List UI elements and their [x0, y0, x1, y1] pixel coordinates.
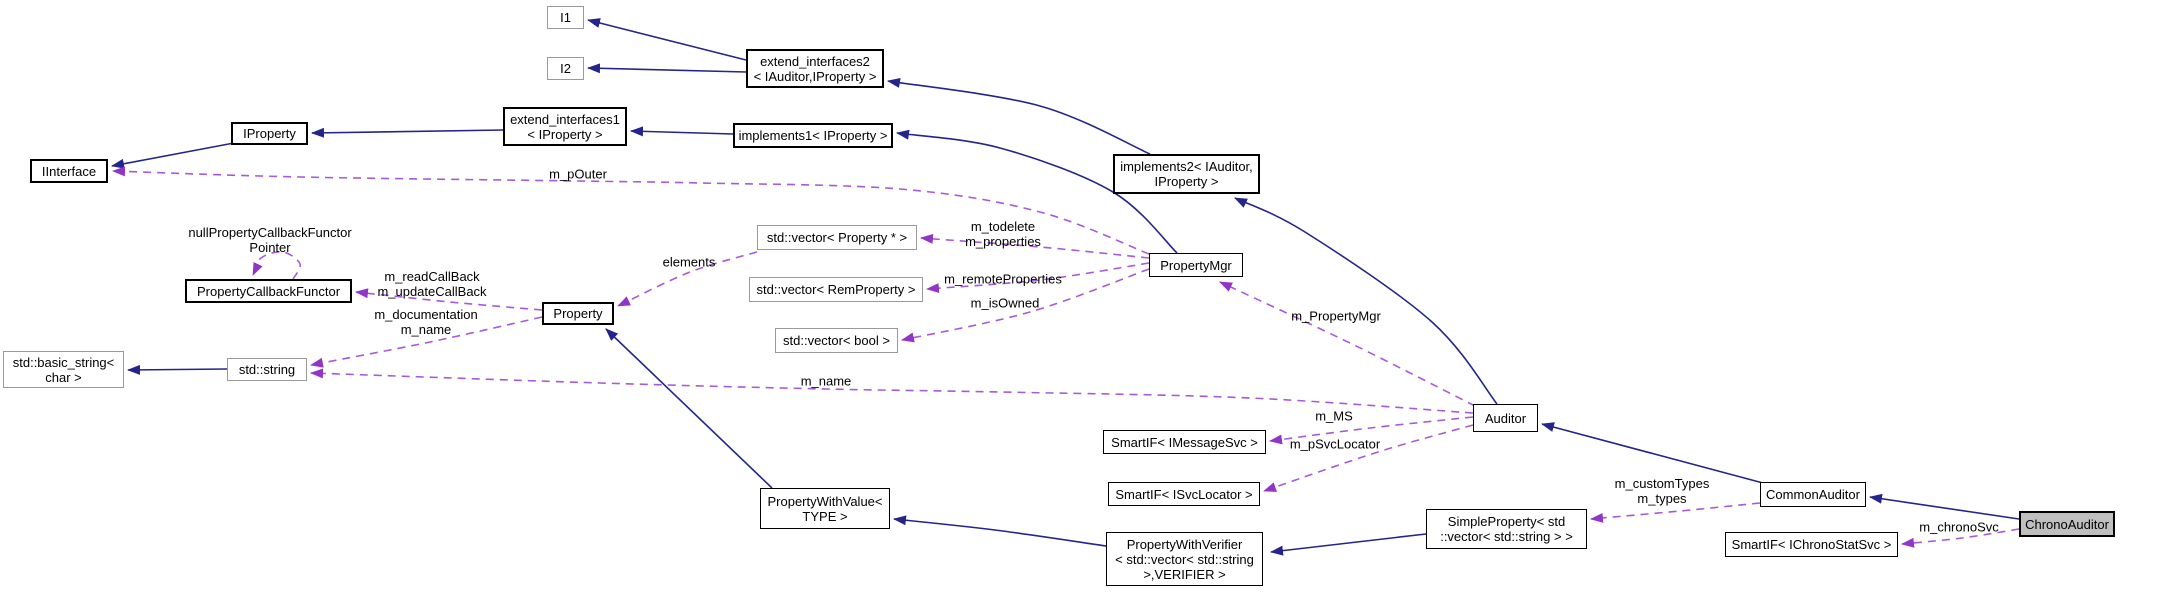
node-label-line: implements2< IAuditor, — [1120, 159, 1253, 174]
node-smartif-isvclocator[interactable] — [1108, 482, 1260, 506]
node-label-line: extend_interfaces2 — [760, 53, 870, 69]
edge-label-use-propertymgr — [1291, 309, 1381, 324]
node-smartif-ichronostatsvc[interactable] — [1725, 532, 1898, 557]
edge-label-use-readcallback — [377, 269, 486, 299]
edge-use-name-auditor — [311, 373, 1473, 413]
edge-label-line: m_remoteProperties — [944, 271, 1062, 287]
edge-inh-iproperty-iinterface — [112, 143, 234, 166]
edge-inh-ext2-i2 — [588, 68, 746, 72]
node-property[interactable] — [542, 302, 614, 325]
edge-label-line: m_pOuter — [549, 166, 607, 182]
edge-inh-string-basicstring — [128, 369, 227, 370]
edge-inh-ext2-i1 — [588, 20, 746, 60]
edge-label-line: m_properties — [965, 234, 1041, 249]
edge-inh-impl2-ext2 — [888, 81, 1150, 154]
node-iinterface[interactable] — [30, 159, 108, 183]
node-common-auditor[interactable] — [1760, 482, 1866, 507]
edge-label-line: m_readCallBack — [384, 269, 480, 284]
node-propertymgr[interactable] — [1149, 253, 1243, 277]
node-label-line: < std::vector< std::string — [1115, 551, 1254, 567]
edge-label-use-elements — [663, 255, 716, 270]
node-property-with-verifier[interactable] — [1106, 532, 1263, 586]
edge-label-use-documentation-name — [374, 307, 477, 337]
node-label-line: SmartIF< IMessageSvc > — [1111, 434, 1258, 450]
edge-label-line: m_isOwned — [970, 295, 1040, 311]
node-label-line: std::basic_string< — [12, 354, 115, 370]
node-label-line: std::string — [238, 362, 296, 377]
node-label-line: I1 — [560, 10, 571, 25]
node-vector-remproperty — [749, 277, 923, 302]
node-label-line: Property — [553, 306, 603, 321]
node-label-line: std::vector< RemProperty > — [756, 282, 916, 297]
node-label-line: std::vector< Property * > — [766, 230, 908, 245]
edge-inh-ext1-iproperty — [312, 130, 503, 133]
edge-use-propertymgr — [1220, 282, 1475, 406]
edge-label-use-todelete-properties — [965, 219, 1041, 249]
edge-label-use-customtypes-types — [1615, 476, 1710, 506]
node-label-line: PropertyCallbackFunctor — [196, 283, 341, 299]
edge-inh-impl1-ext1 — [631, 131, 733, 134]
node-implements2[interactable] — [1113, 154, 1260, 194]
node-vector-property-ptr — [757, 225, 917, 250]
edge-label-line: m_name — [400, 322, 452, 337]
node-label-line: PropertyWithVerifier — [1126, 536, 1243, 552]
edge-label-line: m_pSvcLocator — [1289, 436, 1381, 452]
node-iproperty[interactable] — [231, 122, 308, 145]
node-label-line: SimpleProperty< std — [1447, 514, 1566, 529]
edge-label-line: m_chronoSvc — [1919, 519, 1999, 535]
edge-inh-commonauditor-auditor — [1542, 424, 1763, 483]
node-extend-interfaces1[interactable] — [503, 107, 627, 146]
edge-label-use-null-functor-pointer — [188, 225, 351, 255]
node-i1 — [547, 6, 584, 29]
node-label-line: PropertyWithValue< — [767, 493, 883, 509]
edge-inh-pwverifier-pwvalue — [894, 519, 1106, 546]
node-property-with-value[interactable] — [760, 488, 890, 529]
edge-inh-chronoauditor-commonauditor — [1870, 497, 2019, 519]
node-vector-bool — [775, 328, 898, 353]
edge-label-line: m_updateCallBack — [377, 284, 487, 299]
node-smartif-imessagesvc[interactable] — [1103, 430, 1266, 454]
edge-label-line: m_customTypes — [1614, 476, 1710, 491]
edge-inh-pwvalue-property — [606, 329, 772, 488]
edge-label-line: elements — [662, 254, 716, 270]
node-label-line: IProperty > — [1154, 174, 1219, 189]
node-label-line: SmartIF< IChronoStatSvc > — [1731, 537, 1892, 552]
node-label-line: < IProperty > — [527, 126, 603, 142]
edge-label-line: m_MS — [1315, 408, 1353, 424]
node-auditor[interactable] — [1473, 404, 1538, 432]
edge-label-use-remoteproperties — [944, 272, 1062, 287]
node-label-line: SmartIF< ISvcLocator > — [1115, 486, 1253, 502]
edge-label-line: nullPropertyCallbackFunctor — [188, 225, 352, 240]
edge-inh-simpleprop-pwverifier — [1271, 534, 1426, 552]
node-label-line: < IAuditor,IProperty > — [753, 68, 877, 84]
edge-use-psvclocator — [1264, 425, 1473, 491]
node-label-line: >,VERIFIER > — [1143, 566, 1226, 582]
node-label-line: I2 — [560, 61, 571, 76]
node-implements1[interactable] — [733, 123, 893, 148]
node-label-line: ChronoAuditor — [2025, 516, 2109, 532]
edge-label-use-chronosvc — [1919, 520, 1998, 535]
edge-label-use-psvclocator — [1290, 437, 1380, 452]
node-std-string — [227, 358, 307, 381]
node-chrono-auditor — [2019, 511, 2115, 537]
edge-label-line: Pointer — [249, 240, 291, 255]
node-label-line: implements1< IProperty > — [738, 128, 888, 143]
edge-label-use-ms — [1315, 409, 1353, 424]
node-i2 — [547, 57, 584, 80]
node-extend-interfaces2[interactable] — [746, 49, 884, 88]
node-simple-property[interactable] — [1426, 509, 1587, 549]
node-label-line: IInterface — [41, 163, 97, 179]
node-label-line: ::vector< std::string > > — [1440, 529, 1573, 544]
edge-label-line: m_documentation — [374, 307, 478, 322]
edge-label-use-isowned — [971, 296, 1040, 311]
edge-label-line: m_PropertyMgr — [1291, 308, 1381, 324]
node-basic-string-char — [3, 351, 124, 388]
edge-label-line: m_name — [800, 373, 852, 389]
node-label-line: CommonAuditor — [1766, 487, 1860, 502]
edge-label-line: m_todelete — [970, 219, 1036, 234]
node-label-line: char > — [45, 369, 82, 385]
node-label-line: PropertyMgr — [1160, 257, 1232, 273]
node-label-line: IProperty — [243, 126, 296, 141]
node-label-line: std::vector< bool > — [783, 333, 890, 348]
edge-use-null-functor-pointer — [253, 252, 300, 279]
node-label-line: TYPE > — [802, 508, 848, 524]
node-property-callback-functor[interactable] — [185, 279, 352, 303]
node-label-line: Auditor — [1484, 410, 1527, 426]
edge-inh-auditor-impl2 — [1235, 198, 1497, 404]
node-label-line: extend_interfaces1 — [510, 111, 620, 127]
edge-label-use-pouter — [549, 167, 607, 182]
edge-label-line: m_types — [1637, 491, 1687, 506]
edge-label-use-name-auditor — [801, 374, 852, 389]
